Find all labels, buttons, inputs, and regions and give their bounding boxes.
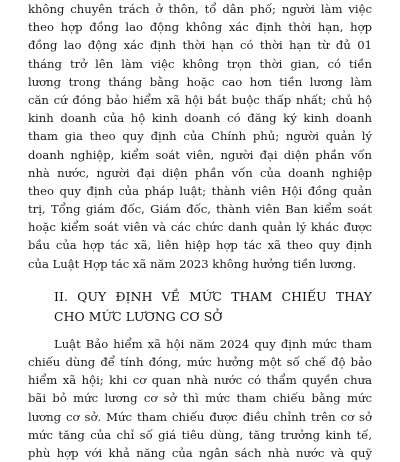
text-line: lương cơ sở. Mức tham chiếu được điều chỉnh trên cơ sở xyxy=(28,409,372,424)
text-line: phù hợp với khả năng của ngân sách nhà nước và quỹ xyxy=(28,445,372,460)
text-line: đồng lao động xác định thời hạn có thời hạn từ đủ 01 xyxy=(28,38,372,53)
text-line: mức tăng của chỉ số giá tiêu dùng, tăng trưởng kinh tế, xyxy=(28,427,372,442)
section-heading-line: CHO MỨC LƯƠNG CƠ SỞ xyxy=(54,308,223,324)
section-heading xyxy=(28,287,372,327)
text-line: bầu của hợp tác xã, liên hiệp hợp tác xã theo quy định xyxy=(28,238,372,253)
text-line: của Luật Hợp tác xã năm 2023 không hưởng tiền lương. xyxy=(28,256,357,271)
page-body xyxy=(28,0,372,462)
text-line: theo hợp đồng lao động không xác định thời hạn, hợp xyxy=(28,20,372,35)
paragraph-reference-level xyxy=(28,335,372,462)
text-line: hiểm xã hội; khi cơ quan nhà nước có thẩm quyền chưa xyxy=(28,373,372,388)
section-heading-line: II. QUY ĐỊNH VỀ MỨC THAM CHIẾU THAY xyxy=(54,288,372,304)
text-line: tham gia theo quy định của Chính phủ; người quản lý xyxy=(28,129,372,144)
text-line: kinh doanh của hộ kinh doanh có đăng ký kinh doanh xyxy=(28,111,372,126)
text-line: căn cứ đóng bảo hiểm xã hội bắt buộc thấp nhất; chủ hộ xyxy=(28,92,372,107)
text-line: trị, Tổng giám đốc, Giám đốc, thành viên Ban kiểm soát xyxy=(28,202,372,217)
text-line: Luật Bảo hiểm xã hội năm 2024 quy định mức tham xyxy=(54,336,372,351)
paragraph-contributors xyxy=(28,0,372,273)
text-line: bãi bỏ mức lương cơ sở thì mức tham chiếu bằng mức xyxy=(28,391,372,406)
text-line: nhà nước, người đại diện phần vốn của doanh nghiệp xyxy=(28,165,372,180)
text-line: theo quy định của pháp luật; thành viên Hội đồng quản xyxy=(28,183,372,198)
text-line: doanh nghiệp, kiểm soát viên, người đại diện phần vốn xyxy=(28,147,372,162)
text-line: hoặc kiểm soát viên và các chức danh quản lý khác được xyxy=(28,220,372,235)
text-line: tháng trở lên làm việc không trọn thời gian, có tiền xyxy=(28,56,372,71)
text-line: lương trong tháng bằng hoặc cao hơn tiền lương làm xyxy=(28,74,372,89)
text-line: chiếu dùng để tính đóng, mức hưởng một số chế độ bảo xyxy=(28,355,372,369)
text-line: không chuyên trách ở thôn, tổ dân phố; người làm việc xyxy=(28,2,372,16)
